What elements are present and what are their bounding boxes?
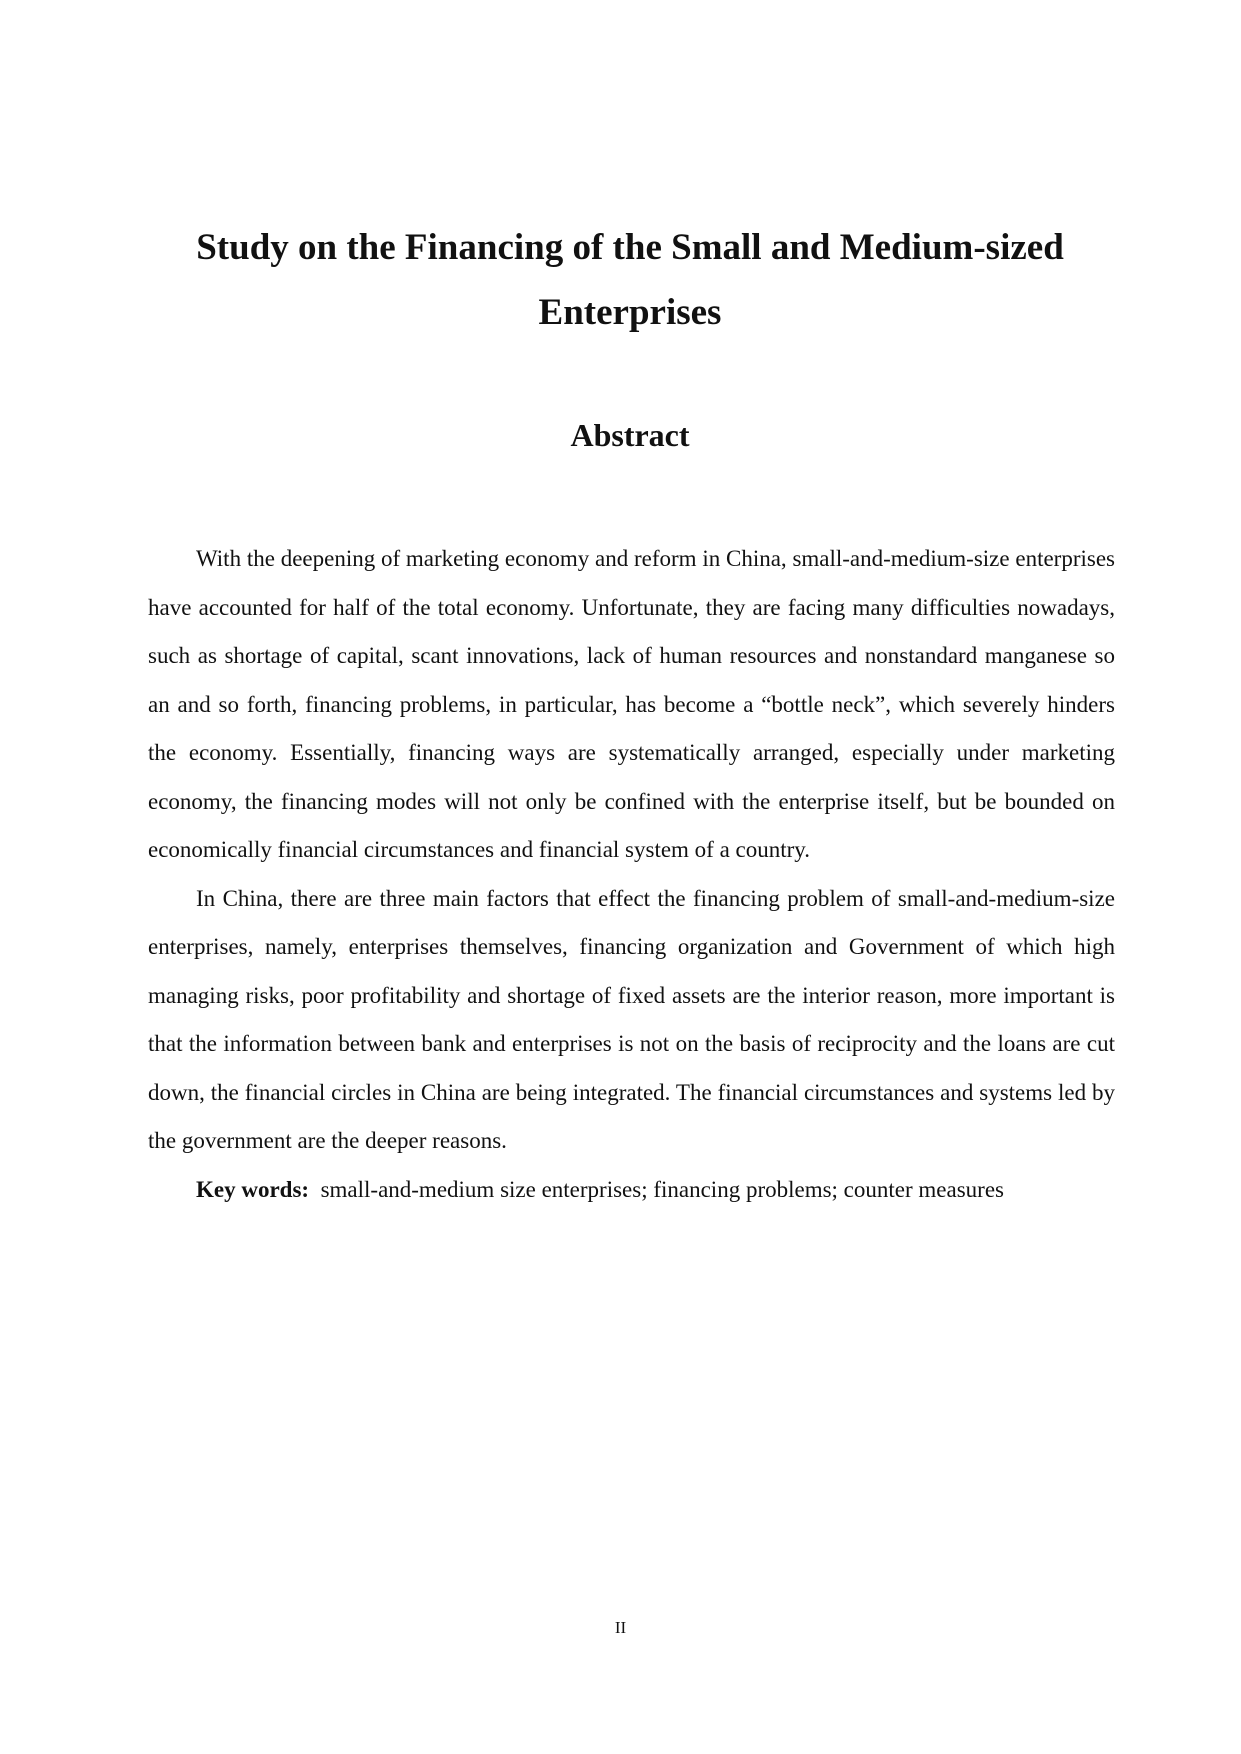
- abstract-paragraph-1: With the deepening of marketing economy and reform in China, small-and-medium-size enterprises have accounted for half of the total economy. Unfortunate, they are facing many difficulties nowadays, such as shortage of capital, scant innovations, lack of human resources and nonstandard manganese so an and so forth, financing problems, in particular, has become a “bottle neck”, which severely hinders the economy. Essentially, financing ways are systematically arranged, especially under marketing economy, the financing modes will not only be confined with the enterprise itself, but be bounded on economically financial circumstances and financial system of a country.: [148, 546, 1115, 862]
- keywords-line: [148, 1166, 1115, 1215]
- keywords-text: small-and-medium size enterprises; financing problems; counter measures: [320, 1176, 1004, 1202]
- document-title: [140, 215, 1120, 345]
- page-number: II: [614, 1618, 627, 1637]
- abstract-heading: Abstract: [570, 417, 690, 453]
- title-line-1: Study on the Financing of the Small and Medium-sized: [196, 227, 1064, 268]
- abstract-paragraph-2: In China, there are three main factors that effect the financing problem of small-and-medium-size enterprises, namely, enterprises themselves, financing organization and Government of which high managing risks, poor profitability and shortage of fixed assets are the interior reason, more important is that the information between bank and enterprises is not on the basis of reciprocity and the loans are cut down, the financial circles in China are being integrated. The financial circumstances and systems led by the government are the deeper reasons.: [148, 885, 1115, 1153]
- abstract-body: [148, 535, 1115, 1214]
- title-line-2: Enterprises: [538, 292, 722, 333]
- keywords-label: Key words:: [196, 1176, 310, 1202]
